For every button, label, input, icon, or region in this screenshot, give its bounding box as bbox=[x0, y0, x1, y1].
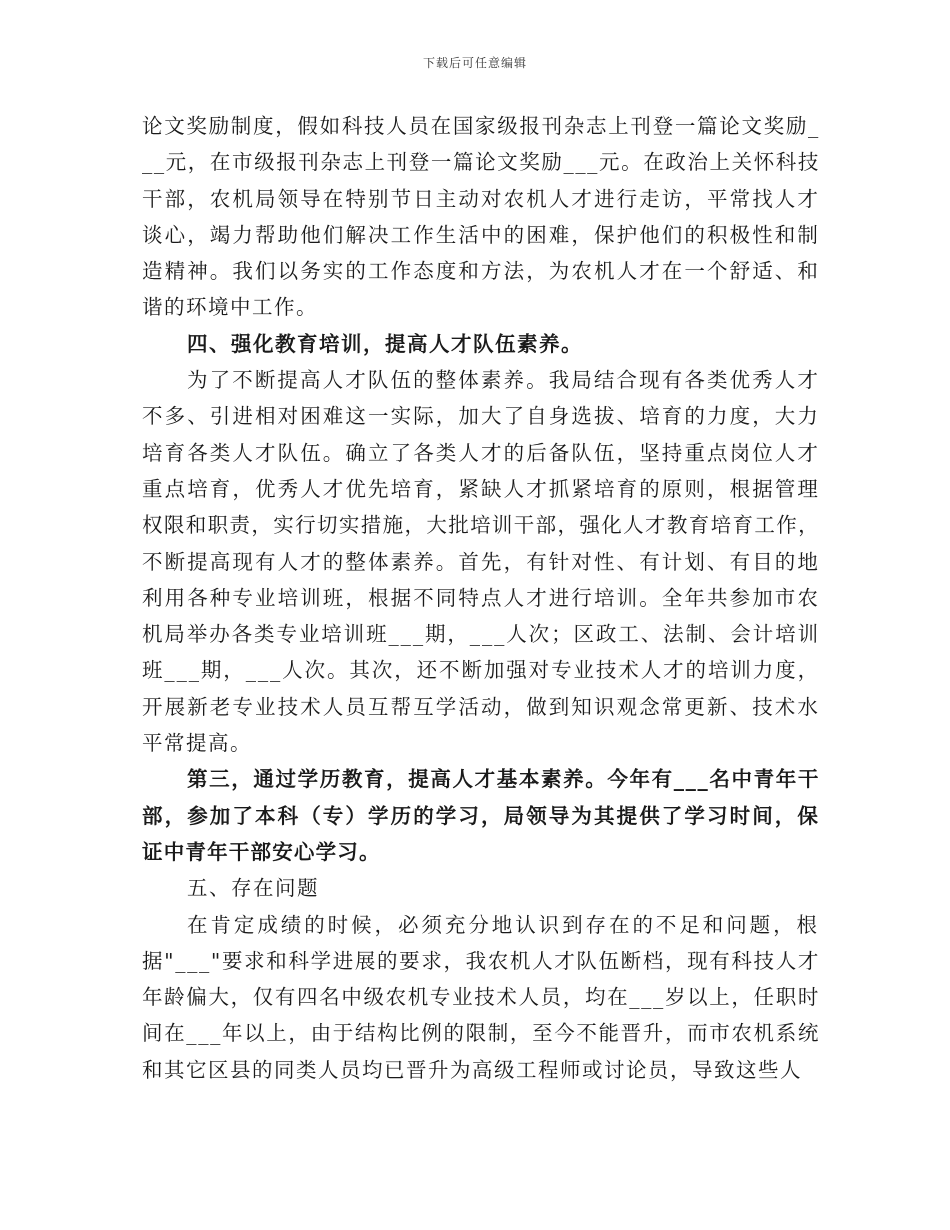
paragraph-problems bbox=[142, 907, 820, 1088]
text-line: 论文奖励制度，假如科技人员在国家级报刊杂志上刊登一篇论文奖励_ bbox=[142, 114, 820, 138]
text-line: 间在___年以上，由于结构比例的限制，至今不能晋升，而市农机系统 bbox=[142, 1021, 820, 1046]
text-line: 平常提高。 bbox=[142, 731, 252, 756]
text-line: 第三，通过学历教育，提高人才基本素养。今年有___名中青年干 bbox=[187, 767, 820, 792]
text-line: 和其它区县的同类人员均已晋升为高级工程师或讨论员，导致这些人 bbox=[142, 1057, 802, 1082]
text-line: 为了不断提高人才队伍的整体素养。我局结合现有各类优秀人才 bbox=[187, 368, 820, 393]
text-line: 谐的环境中工作。 bbox=[142, 295, 318, 320]
heading-text: 五、存在问题 bbox=[187, 876, 319, 901]
text-line: 造精神。我们以务实的工作态度和方法，为农机人才在一个舒适、和 bbox=[142, 259, 820, 284]
text-line: __元，在市级报刊杂志上刊登一篇论文奖励___元。在政治上关怀科技 bbox=[142, 150, 820, 175]
document-body bbox=[142, 108, 820, 1088]
text-line: 在肯定成绩的时候，必须充分地认识到存在的不足和问题，根 bbox=[187, 912, 820, 937]
text-line: 谈心，竭力帮助他们解决工作生活中的困难，保护他们的积极性和制 bbox=[142, 222, 820, 247]
text-line: 培育各类人才队伍。确立了各类人才的后备队伍，坚持重点岗位人才 bbox=[142, 440, 820, 465]
paragraph-award-system bbox=[142, 108, 820, 326]
text-line: 据"___"要求和科学进展的要求，我农机人才队伍断档，现有科技人才 bbox=[142, 948, 820, 973]
section-heading-four bbox=[142, 326, 820, 362]
text-line: 班___期，___人次。其次，还不断加强对专业技术人才的培训力度， bbox=[142, 658, 820, 683]
text-line: 部，参加了本科（专）学历的学习，局领导为其提供了学习时间，保 bbox=[142, 803, 820, 828]
text-line: 重点培育，优秀人才优先培育，紧缺人才抓紧培育的原则，根据管理 bbox=[142, 476, 820, 501]
text-line: 年龄偏大，仅有四名中级农机专业技术人员，均在___岁以上，任职时 bbox=[142, 985, 820, 1010]
text-line: 干部，农机局领导在特别节日主动对农机人才进行走访，平常找人才 bbox=[142, 186, 820, 211]
text-line: 不多、引进相对困难这一实际，加大了自身选拔、培育的力度，大力 bbox=[142, 404, 820, 429]
text-line: 开展新老专业技术人员互帮互学活动，做到知识观念常更新、技术水 bbox=[142, 694, 820, 719]
paragraph-academic-education bbox=[142, 761, 820, 870]
paragraph-training bbox=[142, 362, 820, 761]
text-line: 利用各种专业培训班，根据不同特点人才进行培训。全年共参加市农 bbox=[142, 585, 820, 610]
page-header-note: 下载后可任意编辑 bbox=[422, 56, 527, 70]
text-line: 不断提高现有人才的整体素养。首先，有针对性、有计划、有目的地 bbox=[142, 549, 820, 574]
heading-text: 四、强化教育培训，提高人才队伍素养。 bbox=[187, 331, 583, 356]
text-line: 机局举办各类专业培训班___期，___人次；区政工、法制、会计培训 bbox=[142, 622, 820, 647]
section-heading-five bbox=[142, 870, 820, 906]
text-line: 权限和职责，实行切实措施，大批培训干部，强化人才教育培育工作， bbox=[142, 513, 820, 538]
text-line: 证中青年干部安心学习。 bbox=[142, 839, 381, 864]
